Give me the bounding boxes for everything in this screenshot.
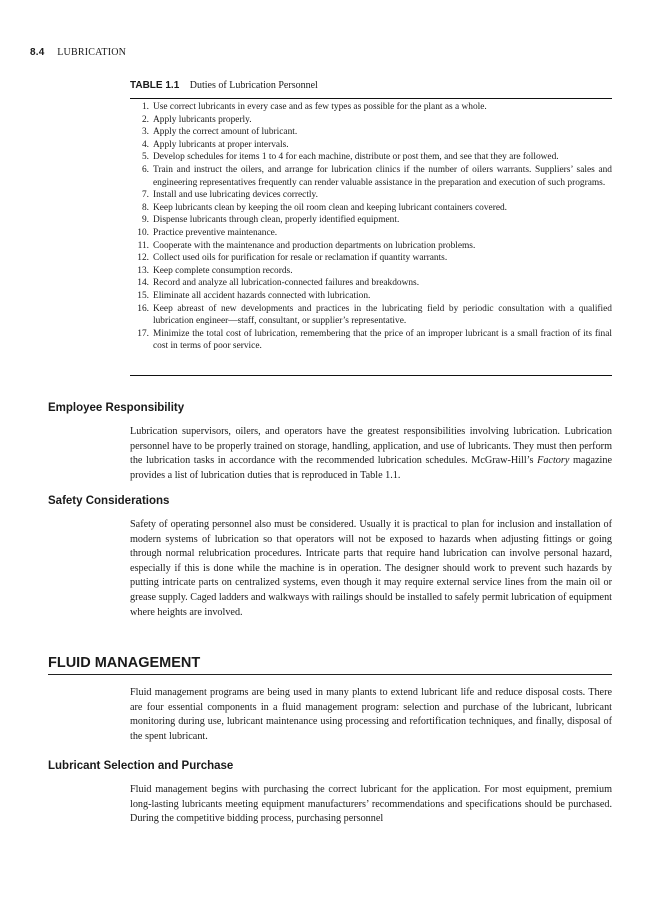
duty-item-number: 14. — [137, 278, 149, 289]
duty-item-text: Keep abreast of new developments and practices in the lubricating field by periodic consultation with a qualified lubrication engineer—staff, consultant, or supplier’s representative. — [153, 303, 612, 327]
table-top-rule — [130, 98, 612, 99]
duty-item-text: Use correct lubricants in every case and as few types as possible for the plant as a whole. — [153, 102, 487, 112]
duty-item-number: 6. — [141, 164, 149, 175]
duty-item-number: 17. — [137, 328, 149, 339]
duty-item-number: 11. — [137, 240, 149, 251]
duty-item — [130, 101, 612, 114]
duty-list — [130, 101, 612, 353]
employee-responsibility-text: Lubrication supervisors, oilers, and operators have the greatest responsibilities involving lubrication. Lubrication personnel have to be properly trained on storage, handling, application, and use of lubricants. They must then perform the lubrication tasks in accordance with the recommended lubrication schedules. McGraw-Hill’s — [130, 426, 612, 467]
duty-item-text: Train and instruct the oilers, and arrange for lubrication clinics if the number of oilers warrants. Suppliers’ sales and engineering representatives frequently can render valuable assistance in the preparation and execution of such programs. — [153, 164, 612, 188]
safety-paragraph: Safety of operating personnel also must be considered. Usually it is practical to plan for inclusion and installation of modern systems of lubrication so that operators will not be exposed to hazards when adjusting fittings or going through normal relubrication procedures. Intricate parts that require hand lubrication can involve personal hazard, especially if this is done while the machine is in operation. The designer should work to prevent such hazards by putting intricate parts on centralized systems, even though it may require external service lines from the main oil or grease supply. Caged ladders and walkways with railings should be installed to safely permit lubrication of equipment where heights are involved. — [130, 519, 612, 618]
duty-item-text: Record and analyze all lubrication-connected failures and breakdowns. — [153, 278, 420, 289]
duty-item-text: Keep lubricants clean by keeping the oil room clean and keeping lubricant containers covered. — [153, 202, 508, 213]
employee-responsibility-text-end: magazine provides a list of lubrication duties that is reproduced in Table 1.1. — [130, 455, 612, 481]
duty-item-text: Develop schedules for items 1 to 4 for each machine, distribute or post them, and see that they are followed. — [153, 152, 559, 163]
duty-item-number: 7. — [141, 190, 149, 201]
table-title: Duties of Lubrication Personnel — [189, 80, 318, 91]
duty-item-number: 13. — [137, 265, 149, 276]
employee-responsibility-heading: Employee Responsibility — [48, 402, 185, 414]
duty-item-number: 3. — [141, 127, 149, 138]
lubricant-selection-heading: Lubricant Selection and Purchase — [48, 760, 234, 772]
duty-item — [130, 114, 612, 127]
duty-item-number: 16. — [137, 303, 149, 314]
duty-item-text: Keep complete consumption records. — [153, 265, 293, 276]
duty-item — [130, 126, 612, 139]
duty-item — [130, 240, 612, 253]
duty-item-text: Apply the correct amount of lubricant. — [153, 127, 298, 138]
duty-item — [130, 265, 612, 278]
table-caption — [130, 80, 318, 91]
duty-item-number: 4. — [141, 139, 149, 150]
duty-item — [130, 252, 612, 265]
duty-item-text: Apply lubricants at proper intervals. — [153, 139, 289, 150]
duty-item-text: Cooperate with the maintenance and production departments on lubrication problems. — [153, 240, 476, 251]
lubricant-selection-paragraph: Fluid management begins with purchasing the correct lubricant for the application. For most equipment, premium long-lasting lubricants meeting equipment manufacturers’ recommendations and specifications should be purchased. During the competitive bidding process, purchasing personnel — [130, 784, 612, 825]
page-number: 8.4 — [30, 47, 45, 58]
duty-item-number: 9. — [141, 215, 149, 226]
fluid-management-rule — [48, 674, 612, 675]
duty-item-text: Dispense lubricants through clean, properly identified equipment. — [153, 215, 400, 226]
duty-item — [130, 290, 612, 303]
duty-item-number: 1. — [141, 102, 149, 112]
duty-item-text: Eliminate all accident hazards connected with lubrication. — [153, 290, 371, 301]
duty-item-text: Collect used oils for purification for resale or reclamation if quantity warrants. — [153, 253, 448, 264]
duty-item-text: Practice preventive maintenance. — [153, 227, 278, 238]
duty-item — [130, 189, 612, 202]
duty-item-number: 10. — [137, 227, 149, 238]
duty-item — [130, 139, 612, 152]
safety-heading: Safety Considerations — [48, 495, 170, 507]
duty-item-number: 15. — [137, 290, 149, 301]
table-label: TABLE 1.1 — [130, 80, 180, 91]
running-head-section: LUBRICATION — [57, 47, 127, 58]
fluid-management-heading: FLUID MANAGEMENT — [48, 655, 201, 671]
duty-item — [130, 227, 612, 240]
employee-responsibility-paragraph — [130, 425, 612, 483]
duty-item-number: 5. — [141, 152, 149, 163]
duty-item — [130, 277, 612, 290]
duty-item — [130, 202, 612, 215]
duty-item — [130, 214, 612, 227]
factory-magazine-title: Factory — [537, 455, 570, 467]
table-bottom-rule — [130, 375, 612, 376]
duty-item-number: 8. — [141, 202, 149, 213]
duty-item-text: Minimize the total cost of lubrication, remembering that the price of an improper lubricant is a small fraction of its final cost in terms of poor service. — [153, 328, 612, 352]
running-head — [30, 47, 126, 58]
duty-item-text: Apply lubricants properly. — [153, 114, 252, 125]
duty-item — [130, 151, 612, 164]
duty-item — [130, 303, 612, 328]
duty-item-number: 12. — [137, 253, 149, 264]
duty-item — [130, 164, 612, 189]
duty-item-text: Install and use lubricating devices correctly. — [153, 190, 318, 201]
duty-item-number: 2. — [141, 114, 149, 125]
duty-item — [130, 328, 612, 353]
fluid-management-paragraph: Fluid management programs are being used in many plants to extend lubricant life and reduce disposal costs. There are four essential components in a fluid management program: selection and purchase of the lubricant, lubricant monitoring during use, lubricant maintenance using processing and refortification techniques, and finally, disposal of the spent lubricant. — [130, 687, 612, 742]
